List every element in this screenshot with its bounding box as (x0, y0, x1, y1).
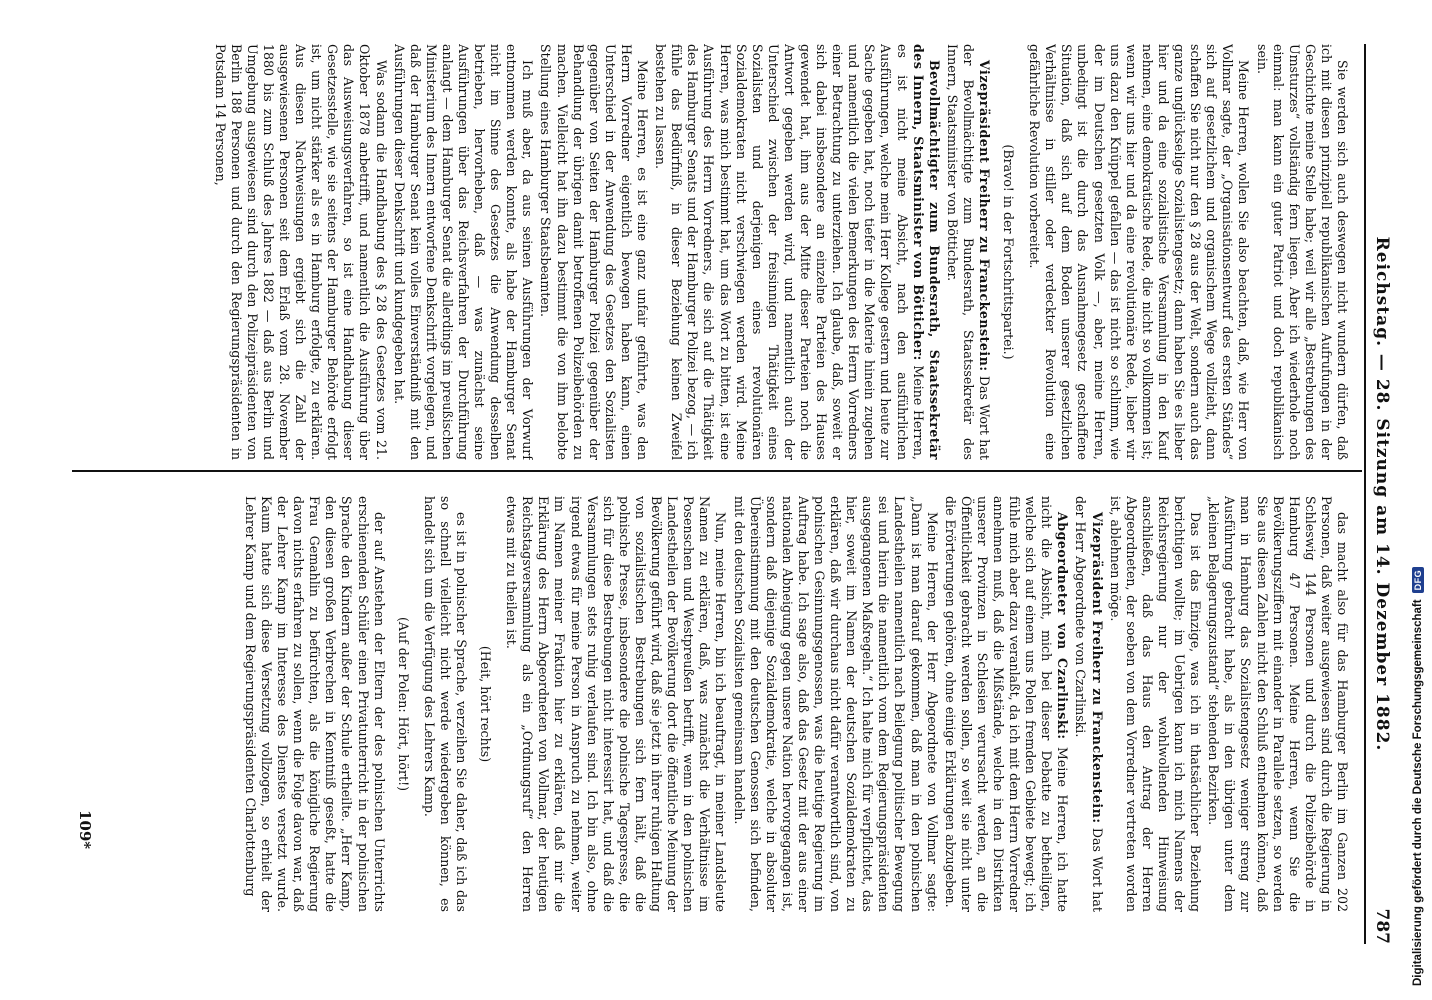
running-header (1364, 44, 1396, 944)
paragraph: Meine Herren, der Herr Abgeordnete von Vollmar sagte: „Dann ist man darauf gekommen, daß man in den polnischen Landestheilen namentlich nach Beilegung politischer Bewegung sei und hierin die namentlich vom dem Regierungspräsidenten ausgegangenen Maßregeln.“ Ich halte mich für verpflichtet, das hier, soweit im Namen der deutschen Sozialdemokraten zu erklären, daß wir durchaus nicht dafür verantwortlich sind, von polnischen Gesinnungsgenossen, was die heutige Regierung im Auftrag habe. Ich sage also, daß das Gesetz mit der aus einer nationalen Abneigung gegen unsere Nation hervorgegangen ist, sondern daß diejenige Sozialdemokratie, welche in absoluter Übereinstimmung mit den deutschen Genossen sich befinden, mit den deutschen Sozialisten gemeinsam handeln. (731, 496, 940, 912)
sheet-signature: 109* (76, 810, 94, 850)
page-number: 787 (1372, 908, 1392, 944)
speaker-name: Vizepräsident Freiherr zu Franckenstein: (1089, 512, 1105, 824)
paragraph: Das ist das Einzige, was ich in thatsächlicher Beziehung berichtigen wollte; im Uebrigen kann ich mich Namens der Reichsregierung nur der wohlwollenden Hinweisung anschließen, daß das Haus den Antrag der Herren Abgeordneten, der soeben von dem Vorredner vertreten worden ist, ablehnen möge. (1107, 496, 1204, 912)
speech-text: Das Wort hat der Herr Abgeordnete von Czarlinski. (1073, 496, 1105, 912)
speaker-paragraph (652, 44, 942, 460)
speaker-name: Bevollmächtigter zum Bundesrath, Staatssekretär des Innern, Staatsminister von Bötticher: (910, 44, 942, 460)
speaker-paragraph (944, 44, 992, 460)
interjection: (Auf der Polen: Hört, hört!) (395, 616, 411, 792)
paragraph: Was sodann die Handhabung des § 28 des Gesetzes vom 21. Oktober 1878 anbetrifft, und namentlich die Ausführung über das Ausweisungsverfahren, so ist eine Handhabung dieser Gesetzesstelle, wie sie seitens der Hamburger Behörde erfolgt ist, um nicht stärker als es in Hamburg erfolgte, zu erklären. Aus diesen Nachweisungen ergiebt sich die Zahl der ausgewiesenen Personen seit dem Erlaß vom 28. November 1880 bis zum Schluß des Jahres 1882 — daß aus Berlin und Umgebung ausgewiesen sind durch den Polizeipräsidenten von Berlin 188 Personen und durch den Regierungspräsidenten in Potsdam 14 Personen, (212, 44, 389, 460)
paragraph: das macht also für das Hamburger Berlin im Ganzen 202 Personen, daß weiter ausgewiesen sind durch die Regierung in Schleswig 144 Personen und durch die Polizeibehörde in Hamburg 47 Personen. Meine Herren, wenn Sie die Bevölkerungsziffern mit einander in Parallele setzen, so werden Sie aus diesen Zahlen nicht den Schluß entnehmen können, daß man in Hamburg das Sozialistengesetz weniger streng zur Ausführung gebracht habe, als in den übrigen unter dem „kleinen Belagerungszustand“ stehenden Bezirken. (1206, 496, 1350, 912)
paragraph: der auf Anstehen der Eltern der des polnischen Unterrichts erschienenden Schüler einen Privatunterricht in der polnischen Sprache den Kindern außer der Schule ertheilte. „Herr Kamp, den diesen großen Verbrechen in Kenntniß geseßt, hatte die Frau Gemahlin zu befürchten, als die königliche Regierung davon nichts erfahren zu sollen, wenn die Folge davon war, daß der Lehrer Kamp im Interesse des Dienstes versetzt wurde. Kaum hatte sich diese Versetzung vollzogen, so erhielt der Lehrer Kamp und dem Regierungspräsidenten Charlottenburg (242, 496, 387, 912)
column-divider (72, 470, 1362, 472)
speech-text: Das Wort hat der Bevollmächtigte zum Bundesrath, Staatssekretär des Innern, Staatsminister von Bötticher. (944, 44, 993, 460)
speaker-name: Abgeordneter von Czarlinski: (1055, 512, 1071, 740)
paragraph: es ist in polnischer Sprache, verzeihen Sie daher, daß ich das so schnell vielleicht nicht werde wiedergeben können, es handelt sich um die Verfügung des Lehrers Kamp. (421, 496, 470, 912)
interjection: (Bravo! in der Fortschrittspartei.) (1001, 144, 1017, 360)
credit-text: Digitalisierung gefördert durch die Deutsche Forschungsgemeinschaft (1412, 599, 1424, 986)
left-column (100, 44, 1350, 460)
header-title: Reichstag. — 28. Sitzung am 14. Dezember 1882. (1372, 236, 1392, 752)
dfg-logo-icon: DFG (1412, 567, 1424, 594)
paragraph: Meine Herren, wollen Sie also beachten, daß, wie Herr von Vollmar sagte, der „Organisationsentwurf des ersten Ständes“ sich auf gesetzlichem und organischem Wege vollzieht, dann schaffen Sie nicht nur den § 28 aus der Welt, sondern auch das ganze unglückselige Sozialistengesetz; dann haben Sie es lieber hier und da eine sozialistische Versammlung in den Kauf nehmen, eine demokratische Rede, die nicht so vollkommen ist; wenn wir uns hier und da eine revolutionäre Rede, lieber wir uns dazu den Knüppel gefallen — das ist nicht so schlimm, wie der im Deutschen gesetzten Volk —, aber, meine Herren, unbedingt ist die durch das Ausnahmegesetz geschaffene Situation, daß sich auf dem Boden unserer gesetzlichen Verhältnisse in stiller oder verdeckter Revolution eine gefährliche Revolution vorbereitet. (1027, 44, 1252, 460)
credit-line (1404, 0, 1432, 1000)
speaker-name: Vizepräsident Freiherr zu Franckenstein: (977, 60, 993, 372)
digitization-credit (1404, 0, 1432, 1000)
interjection: (Heit, hört rechts) (478, 645, 494, 763)
paragraph: Sie werden sich auch deswegen nicht wundern dürfen, daß ich mit diesen prinzipiell republikanischen Aufrufungen in der Geschichte meine Stelle habe; weil wir alle „Bestrebungen des Umsturzes“ vollständig fern liegen. Aber ich wiederhole noch einmal: man kann ein guter Patriot und doch republikanisch sein. (1254, 44, 1350, 460)
paragraph: Ich muß aber, da aus seinen Ausführungen der Vorwurf entnommen werden konnte, als habe der Hamburger Senat nicht im Sinne des Gesetzes die Anwendung desselben betrieben, hervorheben, daß — was zunächst seine Ausführungen über das Reichsverfahren der Durchführung anlangt — dem Hamburger Senat die allerdings im preußischen Ministerium des Innern entworfene Denkschrift vorgelegen, und daß der Hamburger Senat kein volles Einverständniß mit den Ausführungen dieser Denkschrift und kundgegeben hat. (391, 44, 536, 460)
speech-text: Meine Herren, es ist nicht meine Absicht, nach den ausführlichen Ausführungen, welche mein Herr Kollege gestern und heute zur Sache gegeben hat, noch tiefer in die Materie hinein zugehen und namentlich die vielen Bemerkungen des Herrn Vorredners einer Betrachtung zu unterziehen. Ich glaube, daß, soweit er sich dabei insbesondere an einzelne Parteien des Hauses gewendet hat, ihm aus der Mitte dieser Parteien noch die Antwort gegeben werden wird, und namentlich auch der Unterschied zwischen der freisinnigen Thätigkeit eines Sozialisten und derjenigen eines revolutionären Sozialdemokraten nicht verschwiegen werden wird. Meine Herren, was mich bestimmt hat, um das Wort zu bitten, ist eine Ausführung des Herrn Vorredners, die sich auf die Thätigkeit des Hamburger Senats und der Hamburger Polizei bezog, — ich fühle das Bedürfniß, in dieser Beziehung keinen Zweifel bestehen zu lassen. (653, 44, 926, 460)
right-column (100, 496, 1350, 912)
speech-text: Meine Herren, ich hatte nicht die Absicht, mich bei dieser Debatte zu betheiligen, welche sich auf einem uns Polen fremden Gebiete bewegt; ich fühle mich aber dazu veranlaßt, da ich mit dem Herrn Vorredner annehmen muß, daß die Mißstände, welche in den Distrikten unserer Provinzen in Schlesien verursacht werden, an die Öffentlichkeit gebracht werden sollen, so weit sie nicht unter die Erörterungen gehören, ohne einige Erklärungen abzugeben. (942, 496, 1071, 912)
paragraph: Meine Herren, es ist eine ganz unfair geführte, was den Herrn Vorredner eigentlich bewogen haben kann, einen Unterschied in der Anwendung des Gesetzes den Sozialisten gegenüber von Seiten der Hamburger Polizei gegenüber der Behandlung der übrigen damit betroffenen Polizeibehörden zu machen. Vielleicht hat ihn dazu bestimmt die von ihm belobte Stellung eines Hamburger Staatsbeamten. (538, 44, 651, 460)
paragraph: Nun, meine Herren, bin ich beauftragt, in meiner Landsleute Namen zu erklären, daß, was zunächst die Verhältnisse im Posenschen und Westpreußen betrifft, wenn in den polnischen Landestheilen der Bevölkerung dort die öffentliche Meinung der Bevölkerung geführt wird, daß sie jetzt in ihrer ruhigen Haltung von sozialistischen Bestrebungen sich fern hält, daß die polnische Presse, insbesondere die polnische Tagespresse, die sich für diese Bestrebungen nicht interessirt hat, und daß die Versammlungen stets ruhig verlaufen sind. Ich bin also, ohne irgend etwas für meine Person in Anspruch zu nehmen, weiter im Namen meiner Fraktion hier zu erklären, daß mir die Erklärung des Herrn Abgeordneten von Vollmar, der heutigen Reichstagsversammlung als ein „Ordnungsruf“ den Herren etwas mit zu theilen ist. (504, 496, 729, 912)
speaker-paragraph (1072, 496, 1104, 912)
speaker-paragraph (942, 496, 1071, 912)
